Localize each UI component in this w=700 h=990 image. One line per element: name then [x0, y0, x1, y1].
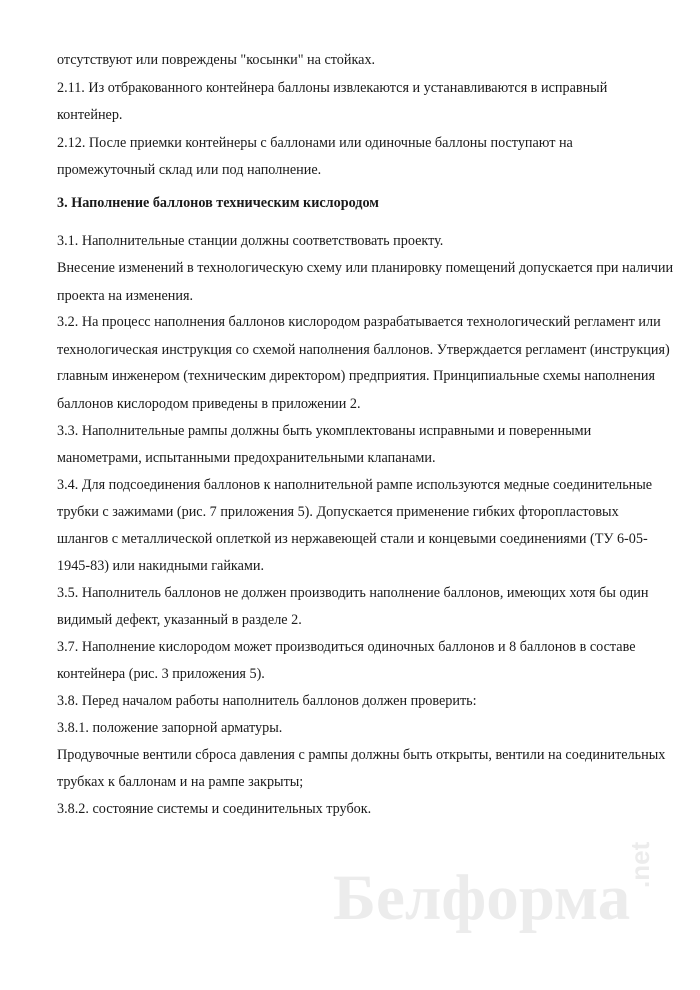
watermark-suffix: .net [625, 841, 655, 888]
text-line: трубки с зажимами (рис. 7 приложения 5). Допускается применение гибких фторопластовых [57, 504, 619, 520]
text-line: 3.7. Наполнение кислородом может производиться одиночных баллонов и 8 баллонов в составе [57, 639, 636, 655]
text-line: промежуточный склад или под наполнение. [57, 162, 322, 178]
text-line: 3.3. Наполнительные рампы должны быть укомплектованы исправными и поверенными [57, 423, 592, 439]
watermark-text: Белформа [333, 862, 631, 934]
text-line: 3.1. Наполнительные станции должны соответствовать проекту. [57, 233, 444, 249]
text-line: трубках к баллонам и на рампе закрыты; [57, 774, 304, 790]
text-line: 3.8.1. положение запорной арматуры. [57, 720, 283, 736]
text-line: Продувочные вентили сброса давления с рампы должны быть открыты, вентили на соединительных [57, 747, 666, 763]
watermark-logo [333, 841, 673, 948]
text-line: контейнер. [57, 107, 123, 123]
text-line: 2.11. Из отбракованного контейнера баллоны извлекаются и устанавливаются в исправный [57, 80, 608, 96]
text-line: баллонов кислородом приведены в приложении 2. [57, 396, 361, 412]
text-line: 3.4. Для подсоединения баллонов к наполнительной рампе используются медные соединительные [57, 477, 653, 493]
text-line: 3.2. На процесс наполнения баллонов кислородом разрабатывается технологический регламент или [57, 314, 661, 330]
text-line: 2.12. После приемки контейнеры с баллонами или одиночные баллоны поступают на [57, 135, 573, 151]
text-line: отсутствуют или повреждены "косынки" на стойках. [57, 52, 376, 68]
text-line: манометрами, испытанными предохранительными клапанами. [57, 450, 436, 466]
text-line: 1945-83) или накидными гайками. [57, 558, 265, 574]
text-line: контейнера (рис. 3 приложения 5). [57, 666, 265, 682]
text-line: 3.5. Наполнитель баллонов не должен производить наполнение баллонов, имеющих хотя бы один [57, 585, 649, 601]
text-line: шлангов с металлической оплеткой из нержавеющей стали и концевыми соединениями (ТУ 6-05- [57, 531, 648, 547]
text-line: Внесение изменений в технологическую схему или планировку помещений допускается при наличии [57, 260, 674, 276]
text-line: проекта на изменения. [57, 288, 194, 304]
text-line: 3.8.2. состояние системы и соединительных трубок. [57, 801, 372, 817]
text-line: технологическая инструкция со схемой наполнения баллонов. Утверждается регламент (инструкция) [57, 342, 670, 358]
text-line: главным инженером (техническим директором) предприятия. Принципиальные схемы наполнения [57, 368, 655, 384]
text-line: 3.8. Перед началом работы наполнитель баллонов должен проверить: [57, 693, 477, 709]
section-heading: 3. Наполнение баллонов техническим кислородом [57, 195, 379, 211]
text-line: видимый дефект, указанный в разделе 2. [57, 612, 302, 628]
